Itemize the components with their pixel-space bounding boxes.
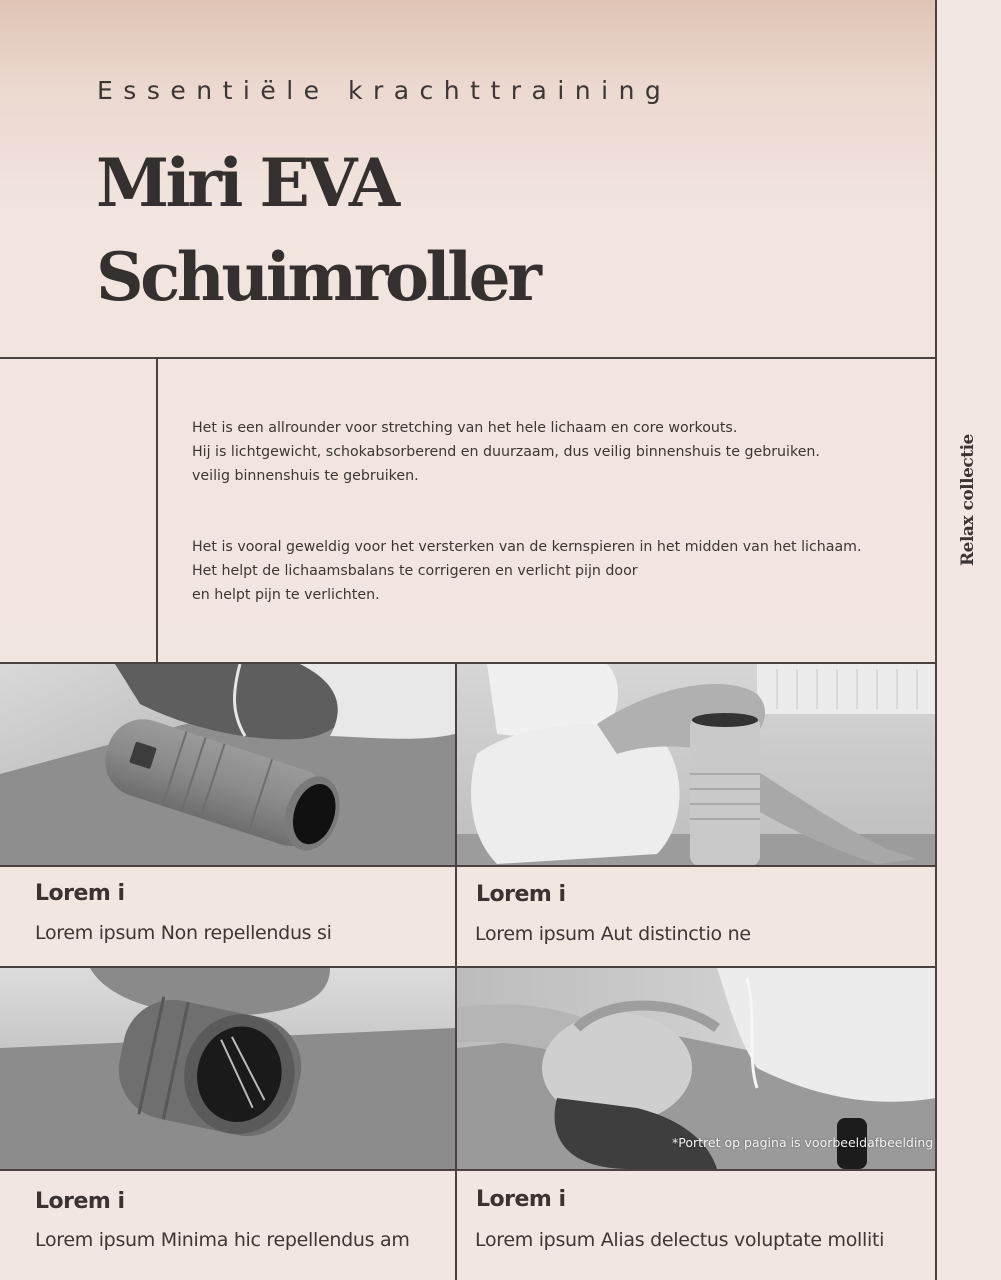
intro-line: en helpt pijn te verlichten. — [192, 587, 380, 603]
title-line-1: Miri EVA — [96, 144, 397, 222]
intro-paragraph-1 — [192, 416, 820, 488]
divider-row1-bottom — [0, 966, 937, 968]
intro-line: Het helpt de lichaamsbalans te corrigeren en verlicht pijn door — [192, 563, 638, 579]
collection-label: Relax collectie — [958, 434, 978, 566]
card-4-text: Lorem ipsum Alias delectus voluptate molliti — [475, 1229, 885, 1251]
foam-roller-under-legs-photo — [0, 664, 455, 866]
foam-roller-closeup-photo — [0, 968, 455, 1169]
card-4-title: Lorem i — [476, 1187, 566, 1212]
title-line-2: Schuimroller — [96, 238, 539, 316]
card-3-title: Lorem i — [35, 1189, 125, 1214]
intro-line: veilig binnenshuis te gebruiken. — [192, 468, 419, 484]
card-3-text: Lorem ipsum Minima hic repellendus am — [35, 1229, 410, 1251]
intro-line: Het is een allrounder voor stretching van het hele lichaam en core workouts. — [192, 420, 738, 436]
card-2-title: Lorem i — [476, 882, 566, 907]
kicker-text: Essentiële krachttraining — [97, 76, 672, 105]
divider-intro-bottom — [0, 662, 937, 664]
divider-intro-left — [156, 357, 158, 663]
woman-seated-with-upright-roller-photo — [457, 664, 936, 866]
card-1-text: Lorem ipsum Non repellendus si — [35, 922, 332, 944]
divider-right-edge — [935, 0, 937, 1280]
side-strip — [937, 0, 1001, 1280]
divider-row1-photo-bottom — [0, 865, 937, 867]
intro-line: Het is vooral geweldig voor het versterken van de kernspieren in het midden van het lichaam. — [192, 539, 862, 555]
divider-grid-center — [455, 662, 457, 1280]
card-1-title: Lorem i — [35, 881, 125, 906]
page-title — [96, 136, 538, 324]
divider-row2-photo-bottom — [0, 1169, 937, 1171]
intro-paragraph-2 — [192, 535, 862, 607]
image-disclaimer-caption: *Portret op pagina is voorbeeldafbeelding — [672, 1135, 934, 1150]
intro-line: Hij is lichtgewicht, schokabsorberend en duurzaam, dus veilig binnenshuis te gebruiken. — [192, 444, 820, 460]
divider-header-bottom — [0, 357, 937, 359]
card-2-text: Lorem ipsum Aut distinctio ne — [475, 923, 751, 945]
